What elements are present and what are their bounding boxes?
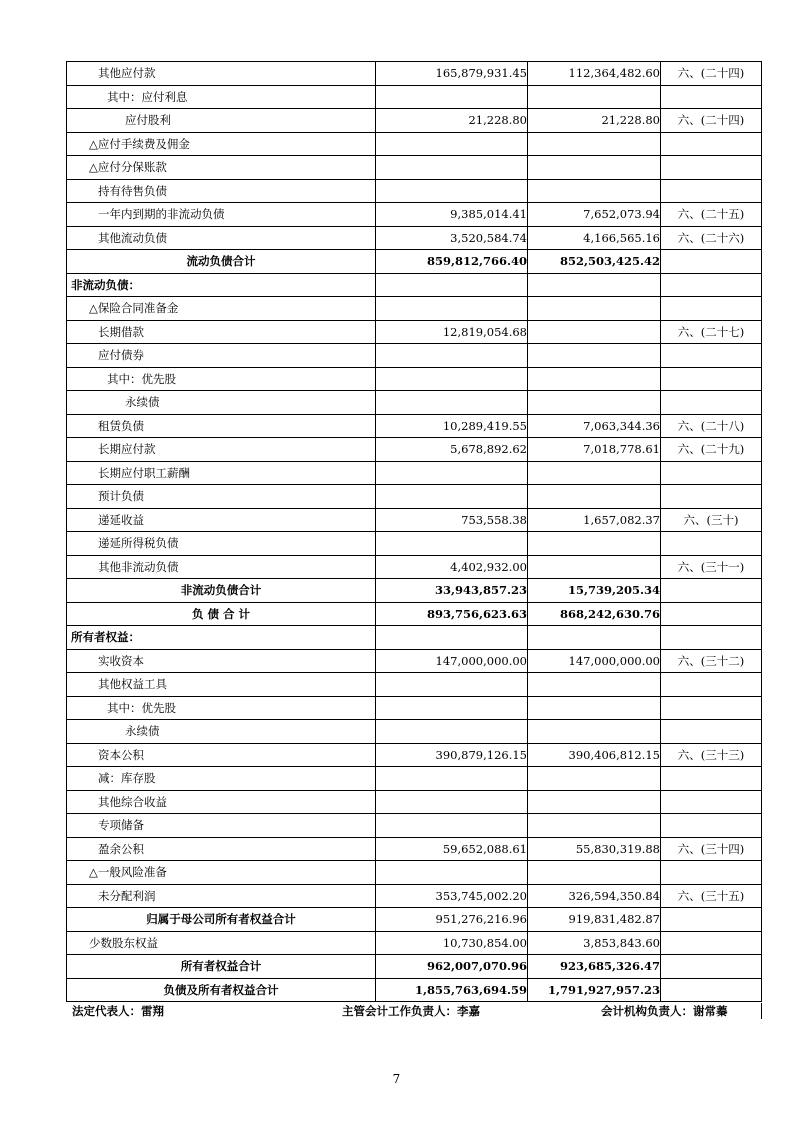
row-label: 其他综合收益 <box>67 790 376 814</box>
current-period-value: 893,756,623.63 <box>376 602 528 626</box>
note-reference <box>661 485 762 509</box>
note-reference <box>661 767 762 791</box>
current-period-value: 859,812,766.40 <box>376 250 528 274</box>
row-label: 未分配利润 <box>67 884 376 908</box>
note-reference <box>661 297 762 321</box>
accounting-org-head: 会计机构负责人：谢常蓁 <box>601 1004 728 1018</box>
note-reference <box>661 626 762 650</box>
current-period-value: 951,276,216.96 <box>376 908 528 932</box>
table-row <box>67 837 762 861</box>
row-label: 应付股利 <box>67 109 376 133</box>
table-row <box>67 109 762 133</box>
previous-period-value <box>528 179 661 203</box>
previous-period-value <box>528 555 661 579</box>
current-period-value: 59,652,088.61 <box>376 837 528 861</box>
table-row <box>67 579 762 603</box>
note-reference <box>661 861 762 885</box>
accounting-head: 主管会计工作负责人：李嘉 <box>342 1004 480 1018</box>
note-reference <box>661 156 762 180</box>
note-reference: 六、(二十四) <box>661 62 762 86</box>
row-label: △应付分保账款 <box>67 156 376 180</box>
current-period-value <box>376 344 528 368</box>
note-reference <box>661 250 762 274</box>
previous-period-value: 326,594,350.84 <box>528 884 661 908</box>
previous-period-value <box>528 156 661 180</box>
table-row <box>67 132 762 156</box>
previous-period-value: 147,000,000.00 <box>528 649 661 673</box>
table-row <box>67 720 762 744</box>
previous-period-value: 21,228.80 <box>528 109 661 133</box>
table-row <box>67 790 762 814</box>
balance-sheet-table <box>66 61 762 1002</box>
note-reference <box>661 132 762 156</box>
previous-period-value <box>528 273 661 297</box>
row-label: 非流动负债合计 <box>67 579 376 603</box>
current-period-value: 390,879,126.15 <box>376 743 528 767</box>
note-reference: 六、(二十八) <box>661 414 762 438</box>
table-row <box>67 320 762 344</box>
row-label: △一般风险准备 <box>67 861 376 885</box>
row-label: 永续债 <box>67 391 376 415</box>
previous-period-value: 390,406,812.15 <box>528 743 661 767</box>
row-label: 所有者权益合计 <box>67 955 376 979</box>
previous-period-value: 923,685,326.47 <box>528 955 661 979</box>
current-period-value <box>376 814 528 838</box>
row-label: △应付手续费及佣金 <box>67 132 376 156</box>
previous-period-value: 7,018,778.61 <box>528 438 661 462</box>
note-reference <box>661 344 762 368</box>
current-period-value <box>376 297 528 321</box>
previous-period-value: 112,364,482.60 <box>528 62 661 86</box>
row-label: 长期应付职工薪酬 <box>67 461 376 485</box>
note-reference: 六、(三十一) <box>661 555 762 579</box>
note-reference: 六、(二十七) <box>661 320 762 344</box>
note-reference <box>661 273 762 297</box>
current-period-value: 10,730,854.00 <box>376 931 528 955</box>
previous-period-value: 4,166,565.16 <box>528 226 661 250</box>
previous-period-value <box>528 485 661 509</box>
table-row <box>67 344 762 368</box>
previous-period-value <box>528 767 661 791</box>
table-row <box>67 226 762 250</box>
balance-sheet <box>66 61 761 1002</box>
current-period-value <box>376 85 528 109</box>
previous-period-value: 919,831,482.87 <box>528 908 661 932</box>
note-reference <box>661 955 762 979</box>
previous-period-value <box>528 391 661 415</box>
legal-representative: 法定代表人：雷翔 <box>72 1004 164 1018</box>
note-reference: 六、(三十四) <box>661 837 762 861</box>
table-row <box>67 532 762 556</box>
row-label: 租赁负债 <box>67 414 376 438</box>
current-period-value <box>376 179 528 203</box>
table-row <box>67 461 762 485</box>
previous-period-value: 1,657,082.37 <box>528 508 661 532</box>
current-period-value: 353,745,002.20 <box>376 884 528 908</box>
row-label: 长期借款 <box>67 320 376 344</box>
note-reference <box>661 579 762 603</box>
table-row <box>67 696 762 720</box>
current-period-value: 1,855,763,694.59 <box>376 978 528 1002</box>
table-row <box>67 438 762 462</box>
row-label: 非流动负债： <box>67 273 376 297</box>
current-period-value: 5,678,892.62 <box>376 438 528 462</box>
previous-period-value <box>528 461 661 485</box>
previous-period-value <box>528 720 661 744</box>
current-period-value: 753,558.38 <box>376 508 528 532</box>
table-row <box>67 273 762 297</box>
note-reference <box>661 179 762 203</box>
row-label: 负 债 合 计 <box>67 602 376 626</box>
note-reference <box>661 931 762 955</box>
note-reference: 六、(二十五) <box>661 203 762 227</box>
row-label: 长期应付款 <box>67 438 376 462</box>
table-row <box>67 931 762 955</box>
current-period-value <box>376 673 528 697</box>
previous-period-value <box>528 673 661 697</box>
current-period-value: 4,402,932.00 <box>376 555 528 579</box>
row-label: 专项储备 <box>67 814 376 838</box>
table-row <box>67 156 762 180</box>
previous-period-value <box>528 696 661 720</box>
table-row <box>67 85 762 109</box>
row-label: 一年内到期的非流动负债 <box>67 203 376 227</box>
row-label: △保险合同准备金 <box>67 297 376 321</box>
previous-period-value: 15,739,205.34 <box>528 579 661 603</box>
table-row <box>67 955 762 979</box>
row-label: 其中：优先股 <box>67 367 376 391</box>
table-row <box>67 250 762 274</box>
table-row <box>67 908 762 932</box>
current-period-value: 147,000,000.00 <box>376 649 528 673</box>
row-label: 应付债券 <box>67 344 376 368</box>
table-row <box>67 861 762 885</box>
note-reference: 六、(二十九) <box>661 438 762 462</box>
table-row <box>67 508 762 532</box>
table-row <box>67 814 762 838</box>
note-reference <box>661 461 762 485</box>
row-label: 少数股东权益 <box>67 931 376 955</box>
previous-period-value: 868,242,630.76 <box>528 602 661 626</box>
page-number: 7 <box>392 1072 401 1086</box>
row-label: 盈余公积 <box>67 837 376 861</box>
row-label: 其他应付款 <box>67 62 376 86</box>
current-period-value: 165,879,931.45 <box>376 62 528 86</box>
row-label: 流动负债合计 <box>67 250 376 274</box>
note-reference <box>661 85 762 109</box>
previous-period-value <box>528 532 661 556</box>
note-reference <box>661 673 762 697</box>
current-period-value <box>376 767 528 791</box>
row-label: 其中：应付利息 <box>67 85 376 109</box>
table-row <box>67 62 762 86</box>
current-period-value: 3,520,584.74 <box>376 226 528 250</box>
table-row <box>67 414 762 438</box>
row-label: 递延收益 <box>67 508 376 532</box>
current-period-value: 962,007,070.96 <box>376 955 528 979</box>
previous-period-value: 1,791,927,957.23 <box>528 978 661 1002</box>
previous-period-value <box>528 132 661 156</box>
current-period-value <box>376 461 528 485</box>
table-row <box>67 485 762 509</box>
row-label: 其他流动负债 <box>67 226 376 250</box>
note-reference <box>661 367 762 391</box>
current-period-value: 21,228.80 <box>376 109 528 133</box>
row-label: 归属于母公司所有者权益合计 <box>67 908 376 932</box>
previous-period-value <box>528 790 661 814</box>
previous-period-value: 55,830,319.88 <box>528 837 661 861</box>
row-label: 所有者权益： <box>67 626 376 650</box>
table-row <box>67 391 762 415</box>
signature-footer <box>72 1003 762 1023</box>
table-row <box>67 673 762 697</box>
previous-period-value: 7,063,344.36 <box>528 414 661 438</box>
row-label: 负债及所有者权益合计 <box>67 978 376 1002</box>
current-period-value <box>376 367 528 391</box>
current-period-value <box>376 132 528 156</box>
previous-period-value: 3,853,843.60 <box>528 931 661 955</box>
table-row <box>67 978 762 1002</box>
current-period-value: 9,385,014.41 <box>376 203 528 227</box>
current-period-value: 33,943,857.23 <box>376 579 528 603</box>
table-row <box>67 884 762 908</box>
previous-period-value <box>528 626 661 650</box>
row-label: 预计负债 <box>67 485 376 509</box>
note-reference <box>661 814 762 838</box>
row-label: 其他权益工具 <box>67 673 376 697</box>
note-reference <box>661 978 762 1002</box>
current-period-value <box>376 273 528 297</box>
current-period-value <box>376 532 528 556</box>
previous-period-value <box>528 367 661 391</box>
previous-period-value <box>528 297 661 321</box>
row-label: 永续债 <box>67 720 376 744</box>
table-row <box>67 743 762 767</box>
current-period-value <box>376 720 528 744</box>
table-row <box>67 367 762 391</box>
row-label: 减：库存股 <box>67 767 376 791</box>
row-label: 资本公积 <box>67 743 376 767</box>
previous-period-value: 7,652,073.94 <box>528 203 661 227</box>
row-label: 持有待售负债 <box>67 179 376 203</box>
previous-period-value <box>528 320 661 344</box>
note-reference <box>661 602 762 626</box>
note-reference <box>661 696 762 720</box>
note-reference: 六、(二十四) <box>661 109 762 133</box>
note-reference: 六、(三十) <box>661 508 762 532</box>
table-row <box>67 555 762 579</box>
note-reference <box>661 908 762 932</box>
note-reference <box>661 790 762 814</box>
previous-period-value <box>528 861 661 885</box>
table-row <box>67 602 762 626</box>
current-period-value <box>376 391 528 415</box>
current-period-value: 12,819,054.68 <box>376 320 528 344</box>
note-reference: 六、(三十二) <box>661 649 762 673</box>
note-reference <box>661 391 762 415</box>
footer-divider <box>761 1003 762 1019</box>
note-reference <box>661 532 762 556</box>
current-period-value <box>376 626 528 650</box>
previous-period-value <box>528 814 661 838</box>
note-reference: 六、(三十三) <box>661 743 762 767</box>
table-row <box>67 767 762 791</box>
row-label: 递延所得税负债 <box>67 532 376 556</box>
row-label: 其他非流动负债 <box>67 555 376 579</box>
current-period-value <box>376 485 528 509</box>
current-period-value <box>376 861 528 885</box>
current-period-value: 10,289,419.55 <box>376 414 528 438</box>
current-period-value <box>376 696 528 720</box>
table-row <box>67 649 762 673</box>
previous-period-value <box>528 344 661 368</box>
table-row <box>67 626 762 650</box>
table-row <box>67 203 762 227</box>
table-row <box>67 297 762 321</box>
previous-period-value: 852,503,425.42 <box>528 250 661 274</box>
row-label: 实收资本 <box>67 649 376 673</box>
row-label: 其中：优先股 <box>67 696 376 720</box>
previous-period-value <box>528 85 661 109</box>
current-period-value <box>376 156 528 180</box>
table-row <box>67 179 762 203</box>
note-reference <box>661 720 762 744</box>
note-reference: 六、(二十六) <box>661 226 762 250</box>
current-period-value <box>376 790 528 814</box>
note-reference: 六、(三十五) <box>661 884 762 908</box>
